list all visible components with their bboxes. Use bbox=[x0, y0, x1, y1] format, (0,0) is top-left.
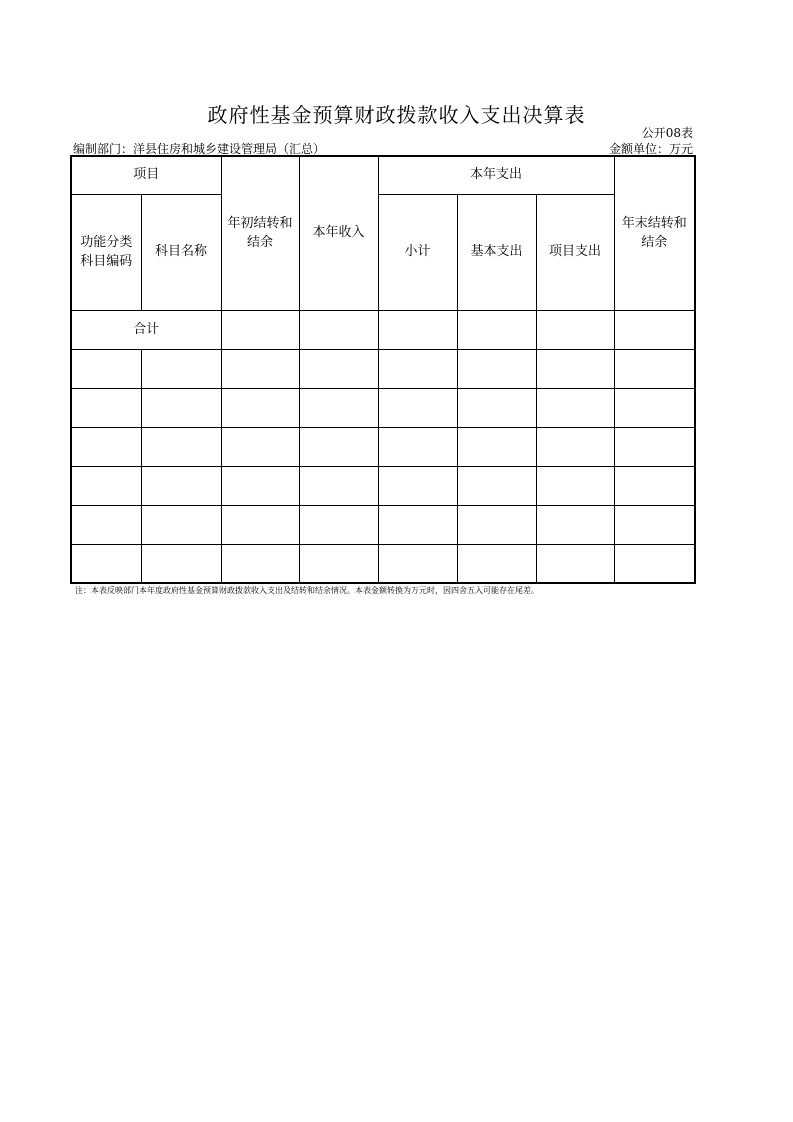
table-cell bbox=[536, 349, 614, 388]
table-row bbox=[71, 388, 695, 427]
header-item: 项目 bbox=[71, 156, 221, 194]
table-cell bbox=[71, 505, 141, 544]
header-begin-balance-text: 年初结转和结余 bbox=[227, 216, 293, 251]
table-row bbox=[71, 544, 695, 583]
header-end-balance bbox=[614, 156, 695, 310]
total-label: 合计 bbox=[71, 310, 221, 349]
header-basic-expense: 基本支出 bbox=[457, 194, 536, 310]
table-cell bbox=[378, 388, 457, 427]
table-cell bbox=[221, 388, 299, 427]
table-cell bbox=[614, 388, 695, 427]
header-func-code bbox=[71, 194, 141, 310]
header-subtotal: 小计 bbox=[378, 194, 457, 310]
table-cell bbox=[457, 427, 536, 466]
table-cell bbox=[299, 427, 378, 466]
department-label: 编制部门：洋县住房和城乡建设管理局（汇总） bbox=[73, 142, 326, 156]
table-cell bbox=[141, 427, 221, 466]
table-cell bbox=[221, 466, 299, 505]
table-cell bbox=[141, 388, 221, 427]
table-cell bbox=[378, 544, 457, 583]
table-cell bbox=[536, 427, 614, 466]
header-begin-balance bbox=[221, 156, 299, 310]
table-cell bbox=[71, 427, 141, 466]
table-cell bbox=[299, 505, 378, 544]
table-cell bbox=[221, 349, 299, 388]
table-cell bbox=[71, 544, 141, 583]
table-cell bbox=[536, 544, 614, 583]
table-cell bbox=[378, 505, 457, 544]
table-cell bbox=[457, 349, 536, 388]
page-title: 政府性基金预算财政拨款收入支出决算表 bbox=[207, 103, 586, 127]
table-cell bbox=[71, 388, 141, 427]
total-cell bbox=[536, 310, 614, 349]
table-cell bbox=[614, 349, 695, 388]
table-cell bbox=[141, 505, 221, 544]
table-cell bbox=[457, 505, 536, 544]
header-row-2 bbox=[71, 194, 695, 310]
footnote: 注：本表反映部门本年度政府性基金预算财政拨款收入支出及结转和结余情况。本表金额转换为万元时，因四舍五入可能存在尾差。 bbox=[75, 586, 539, 595]
table-row bbox=[71, 466, 695, 505]
table-cell bbox=[221, 544, 299, 583]
table-cell bbox=[614, 544, 695, 583]
total-cell bbox=[457, 310, 536, 349]
table-cell bbox=[299, 349, 378, 388]
table-cell bbox=[221, 505, 299, 544]
table-cell bbox=[299, 466, 378, 505]
header-func-code-text: 功能分类科目编码 bbox=[80, 235, 133, 269]
total-cell bbox=[299, 310, 378, 349]
table-cell bbox=[378, 466, 457, 505]
header-expense: 本年支出 bbox=[378, 156, 614, 194]
header-income: 本年收入 bbox=[299, 156, 378, 310]
table-cell bbox=[141, 544, 221, 583]
total-cell bbox=[221, 310, 299, 349]
table-row bbox=[71, 427, 695, 466]
table-cell bbox=[536, 466, 614, 505]
table-cell bbox=[536, 505, 614, 544]
table-row bbox=[71, 349, 695, 388]
header-row-1 bbox=[71, 156, 695, 194]
table-cell bbox=[457, 388, 536, 427]
table-cell bbox=[71, 466, 141, 505]
header-end-balance-text: 年末结转和结余 bbox=[621, 216, 687, 251]
table-cell bbox=[221, 427, 299, 466]
budget-table bbox=[70, 155, 696, 584]
header-subject-name: 科目名称 bbox=[141, 194, 221, 310]
table-cell bbox=[614, 466, 695, 505]
table-cell bbox=[378, 349, 457, 388]
total-cell bbox=[614, 310, 695, 349]
table-cell bbox=[141, 349, 221, 388]
table-cell bbox=[457, 544, 536, 583]
table-cell bbox=[71, 349, 141, 388]
total-cell bbox=[378, 310, 457, 349]
table-cell bbox=[299, 544, 378, 583]
table-cell bbox=[378, 427, 457, 466]
table-cell bbox=[614, 427, 695, 466]
table-row bbox=[71, 505, 695, 544]
header-project-expense: 项目支出 bbox=[536, 194, 614, 310]
total-row bbox=[71, 310, 695, 349]
amount-unit-label: 金额单位：万元 bbox=[608, 142, 693, 156]
table-cell bbox=[141, 466, 221, 505]
table-cell bbox=[536, 388, 614, 427]
table-number: 公开08表 bbox=[641, 126, 693, 140]
table-cell bbox=[614, 505, 695, 544]
table-cell bbox=[299, 388, 378, 427]
table-cell bbox=[457, 466, 536, 505]
